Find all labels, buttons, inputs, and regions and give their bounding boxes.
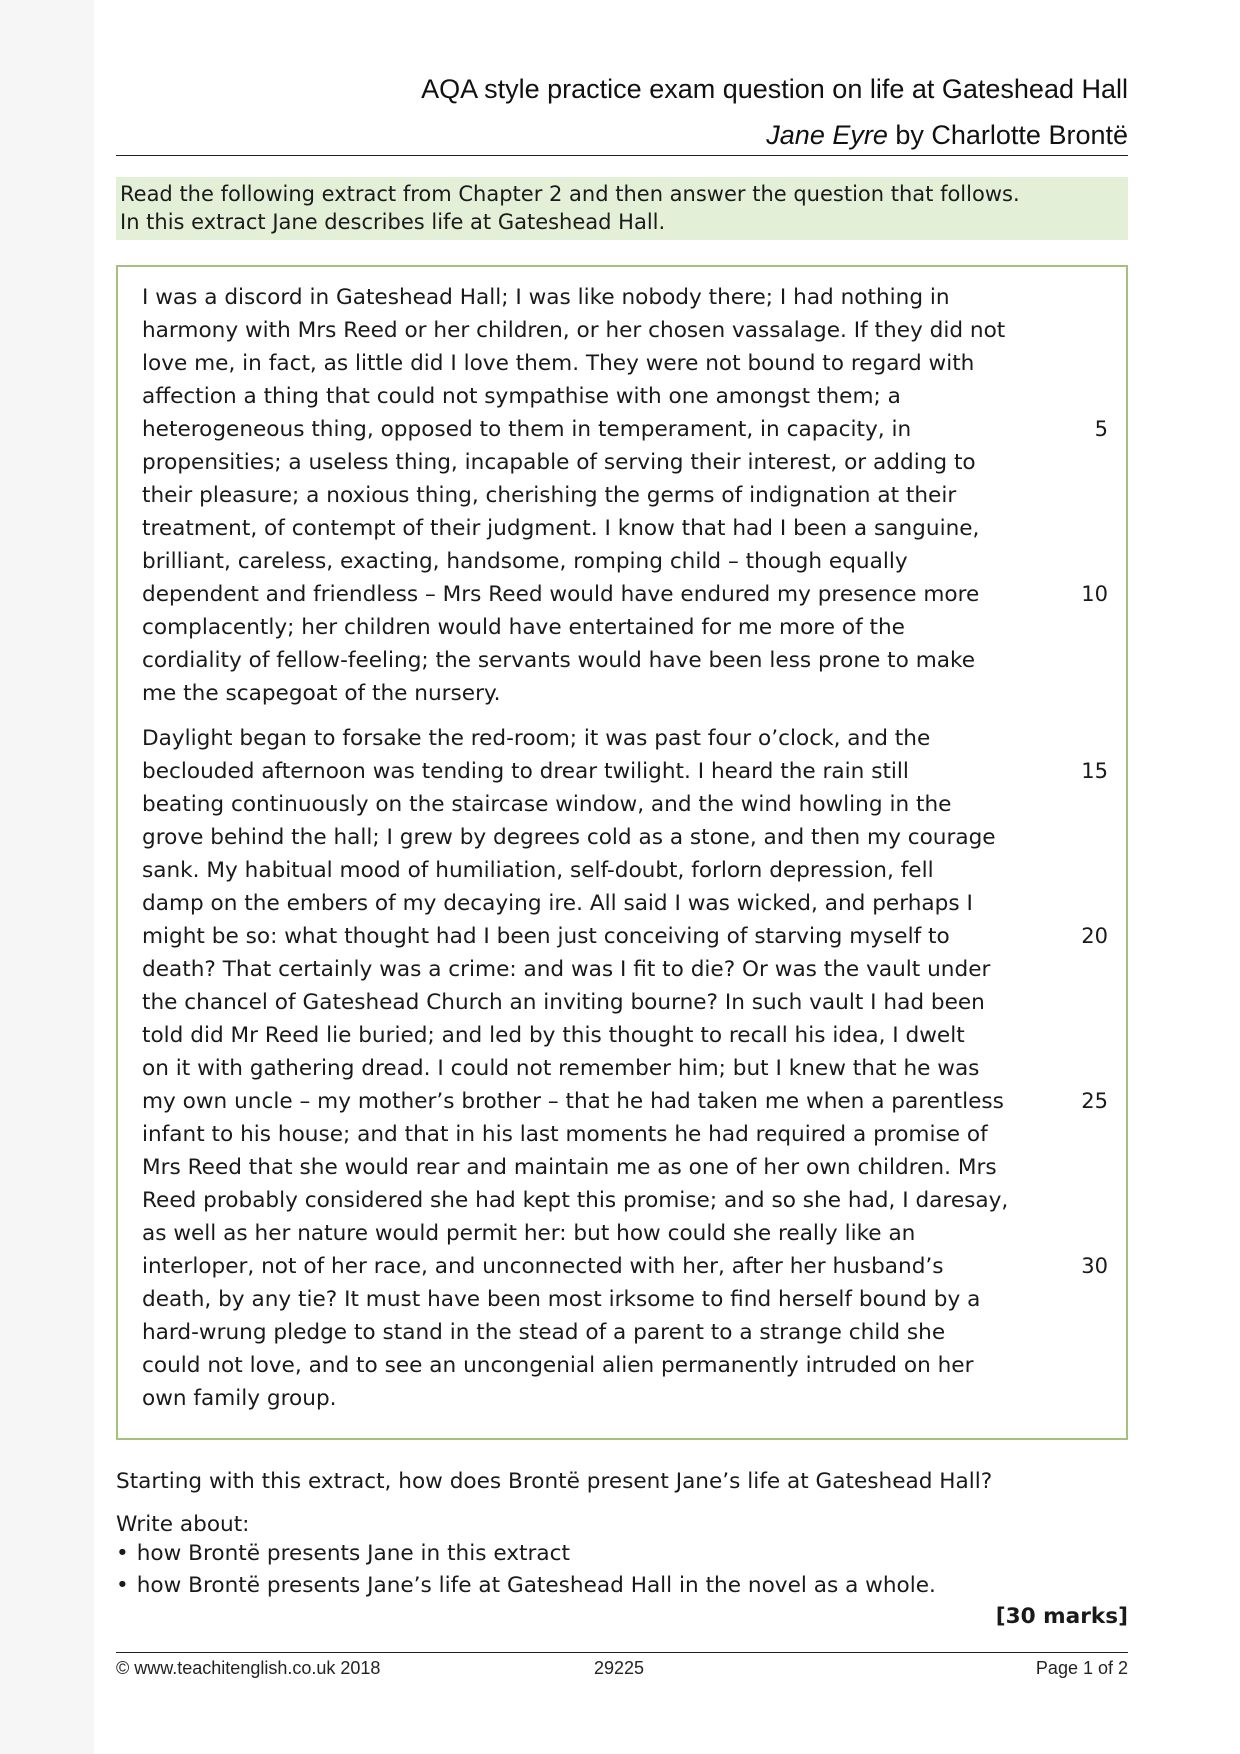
extract-line: Mrs Reed that she would rear and maintain me as one of her own children. Mrs: [142, 1155, 997, 1180]
extract-line: beclouded afternoon was tending to drear twilight. I heard the rain still: [142, 759, 909, 784]
extract-line: damp on the embers of my decaying ire. All said I was wicked, and perhaps I: [142, 891, 973, 916]
extract-line: interloper, not of her race, and unconnected with her, after her husband’s: [142, 1254, 944, 1279]
extract-line: dependent and friendless – Mrs Reed would have endured my presence more: [142, 582, 980, 607]
footer-divider: [116, 1652, 1128, 1653]
extract-line: could not love, and to see an uncongenial alien permanently intruded on her: [142, 1353, 974, 1378]
extract-line: I was a discord in Gateshead Hall; I was like nobody there; I had nothing in: [142, 285, 950, 310]
line-number: 25: [1081, 1089, 1108, 1113]
extract-line: hard-wrung pledge to stand in the stead of a parent to a strange child she: [142, 1320, 946, 1345]
extract-line: the chancel of Gateshead Church an inviting bourne? In such vault I had been: [142, 990, 985, 1015]
extract-line: complacently; her children would have entertained for me more of the: [142, 615, 905, 640]
extract-line: brilliant, careless, exacting, handsome, romping child – though equally: [142, 549, 908, 574]
extract-line: propensities; a useless thing, incapable of serving their interest, or adding to: [142, 450, 976, 475]
extract-line: grove behind the hall; I grew by degrees cold as a stone, and then my courage: [142, 825, 996, 850]
document-title: AQA style practice exam question on life at Gateshead Hall: [421, 74, 1128, 104]
question-prompt: Starting with this extract, how does Brontë present Jane’s life at Gateshead Hall?: [116, 1469, 993, 1494]
extract-line: sank. My habitual mood of humiliation, self-doubt, forlorn depression, fell: [142, 858, 934, 883]
extract-line: my own uncle – my mother’s brother – that he had taken me when a parentless: [142, 1089, 1004, 1114]
document-subtitle: [766, 120, 1128, 151]
write-about-label: Write about:: [116, 1512, 250, 1537]
extract-line: treatment, of contempt of their judgment. I know that had I been a sanguine,: [142, 516, 980, 541]
extract-line: heterogeneous thing, opposed to them in temperament, in capacity, in: [142, 417, 912, 442]
extract-line: love me, in fact, as little did I love them. They were not bound to regard with: [142, 351, 975, 376]
footer-page-number: Page 1 of 2: [1035, 1658, 1128, 1678]
extract-line: Reed probably considered she had kept this promise; and so she had, I daresay,: [142, 1188, 1009, 1213]
page-gutter: [0, 0, 94, 1754]
line-number: 5: [1094, 417, 1108, 441]
footer-copyright: © www.teachitenglish.co.uk 2018: [116, 1658, 381, 1678]
bullet-item: • how Brontë presents Jane’s life at Gateshead Hall in the novel as a whole.: [116, 1570, 936, 1602]
bullet-item: • how Brontë presents Jane in this extract: [116, 1538, 936, 1570]
book-title: Jane Eyre: [766, 120, 888, 150]
extract-line: death, by any tie? It must have been most irksome to find herself bound by a: [142, 1287, 981, 1312]
extract-line: death? That certainly was a crime: and was I fit to die? Or was the vault under: [142, 957, 991, 982]
line-number: 10: [1081, 582, 1108, 606]
extract-line: affection a thing that could not sympathise with one amongst them; a: [142, 384, 901, 409]
extract-line: as well as her nature would permit her: but how could she really like an: [142, 1221, 916, 1246]
extract-line: beating continuously on the staircase window, and the wind howling in the: [142, 792, 952, 817]
extract-line: me the scapegoat of the nursery.: [142, 681, 501, 706]
extract-line: on it with gathering dread. I could not remember him; but I knew that he was: [142, 1056, 980, 1081]
extract-box: [116, 265, 1128, 1440]
line-number: 20: [1081, 924, 1108, 948]
extract-line: own family group.: [142, 1386, 337, 1411]
extract-line: harmony with Mrs Reed or her children, or her chosen vassalage. If they did not: [142, 318, 1006, 343]
extract-line: their pleasure; a noxious thing, cherishing the germs of indignation at their: [142, 483, 957, 508]
intro-line: In this extract Jane describes life at Gateshead Hall.: [120, 210, 666, 234]
extract-line: told did Mr Reed lie buried; and led by this thought to recall his idea, I dwelt: [142, 1023, 965, 1048]
line-number: 15: [1081, 759, 1108, 783]
header-divider: [116, 155, 1128, 156]
intro-line: Read the following extract from Chapter 2 and then answer the question that follows.: [120, 182, 1020, 206]
extract-line: cordiality of fellow-feeling; the servants would have been less prone to make: [142, 648, 975, 673]
extract-line: Daylight began to forsake the red-room; it was past four o’clock, and the: [142, 726, 931, 751]
intro-instructions: [116, 177, 1128, 240]
author-line: by Charlotte Brontë: [895, 120, 1128, 150]
footer-code: 29225: [594, 1658, 645, 1678]
extract-line: might be so: what thought had I been just conceiving of starving myself to: [142, 924, 950, 949]
extract-line: infant to his house; and that in his last moments he had required a promise of: [142, 1122, 988, 1147]
marks-label: [30 marks]: [995, 1604, 1128, 1629]
line-number: 30: [1081, 1254, 1108, 1278]
question-bullets: [116, 1538, 936, 1602]
